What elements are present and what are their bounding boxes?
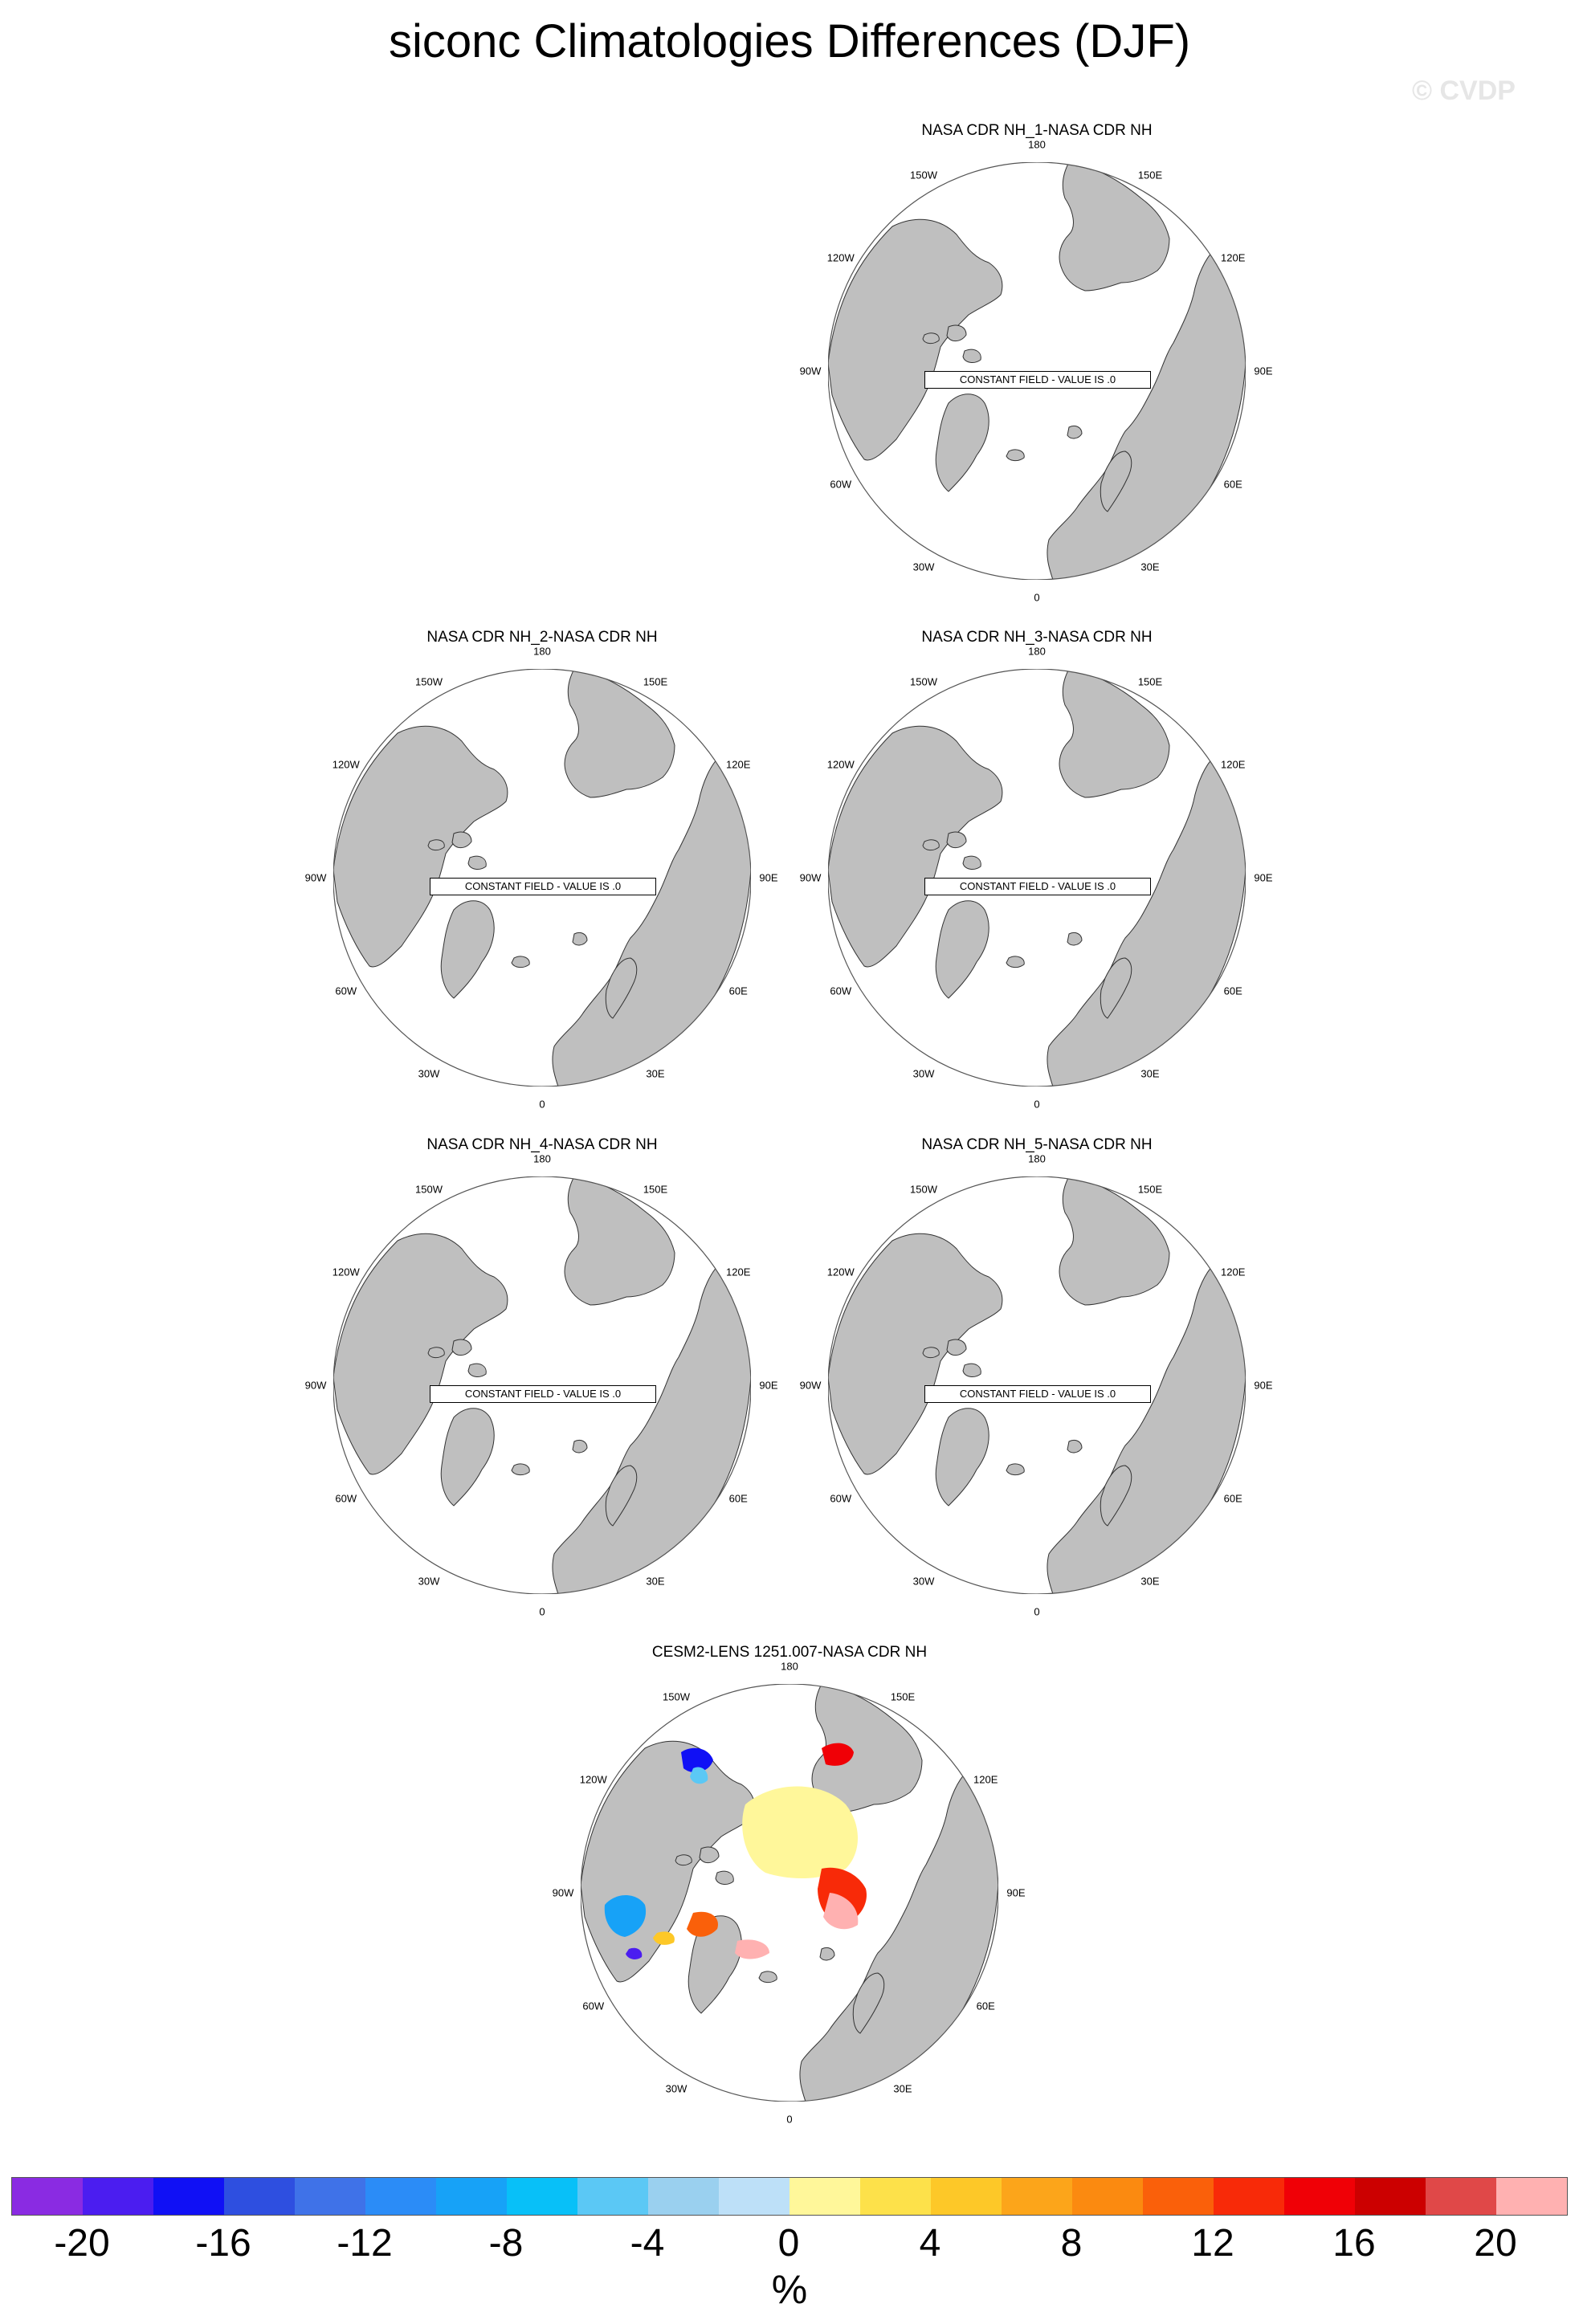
panel-title: NASA CDR NH_3-NASA CDR NH: [921, 629, 1153, 646]
colorbar-box: [1355, 2178, 1426, 2215]
lon-label: 150E: [1137, 169, 1163, 181]
land-mass: [1006, 450, 1024, 461]
lon-label: 60E: [728, 985, 748, 997]
land-mass: [1006, 1464, 1024, 1475]
lon-label: 30W: [912, 1067, 935, 1080]
colorbar-box: [719, 2178, 790, 2215]
colorbar-box: [224, 2178, 295, 2215]
panel-title: NASA CDR NH_4-NASA CDR NH: [426, 1136, 658, 1153]
panel-title: NASA CDR NH_1-NASA CDR NH: [921, 122, 1153, 139]
land-mass: [963, 349, 981, 362]
land-mass: [468, 856, 486, 869]
lon-label: 120E: [1221, 1266, 1246, 1278]
map-panel-6: [541, 1644, 1038, 2150]
panel-title: CESM2-LENS 1251.007-NASA CDR NH: [651, 1644, 928, 1661]
lon-label: 0: [1034, 1605, 1040, 1618]
colorbar-tick-label: -20: [54, 2222, 110, 2265]
colorbar-box: [436, 2178, 507, 2215]
lon-label: 60E: [1223, 1492, 1242, 1505]
lon-label: 0: [1034, 591, 1040, 604]
land-mass: [428, 1348, 444, 1358]
colorbar-box: [153, 2178, 224, 2215]
land-mass: [512, 1464, 529, 1475]
lon-label: 150E: [643, 675, 668, 688]
colorbar-box: [295, 2178, 365, 2215]
map-panel-1: [788, 122, 1286, 628]
lon-label: 120W: [826, 758, 855, 771]
lon-label: 60E: [976, 2000, 995, 2012]
lon-label: 90W: [799, 1379, 822, 1392]
polar-map: [581, 1684, 998, 2102]
lon-label: 180: [533, 645, 551, 658]
lon-label: 150W: [910, 1183, 937, 1196]
colorbar-box: [1002, 2178, 1072, 2215]
lon-label: 90W: [799, 365, 822, 377]
lon-label: 150W: [415, 675, 443, 688]
lon-label: 150E: [1137, 1183, 1163, 1196]
constant-field-label: CONSTANT FIELD - VALUE IS .0: [924, 1385, 1151, 1403]
colorbar-tick-label: -16: [195, 2222, 251, 2265]
lon-label: 90W: [304, 871, 327, 884]
lon-label: 120W: [579, 1773, 607, 1786]
lon-label: 60W: [335, 985, 357, 997]
page-title: siconc Climatologies Differences (DJF): [388, 15, 1191, 67]
lon-label: 180: [1028, 1152, 1046, 1165]
colorbar-box: [1496, 2178, 1567, 2215]
lon-label: 120E: [726, 1266, 751, 1278]
land-mass: [1067, 426, 1082, 438]
land-mass: [759, 1971, 777, 1983]
colorbar-box: [1072, 2178, 1143, 2215]
colorbar-box: [83, 2178, 153, 2215]
lon-label: 180: [1028, 645, 1046, 658]
land-mass: [923, 840, 939, 850]
land-mass: [716, 1871, 733, 1884]
lon-label: 120E: [726, 758, 751, 771]
lon-label: 90E: [1006, 1886, 1026, 1899]
colorbar-box: [1214, 2178, 1284, 2215]
lon-label: 120W: [826, 1266, 855, 1278]
land-mass: [573, 932, 587, 945]
lon-label: 120W: [332, 1266, 360, 1278]
lon-label: 120E: [1221, 251, 1246, 264]
colorbar-tick-label: 4: [919, 2222, 941, 2265]
land-mass: [1059, 1176, 1169, 1305]
lon-label: 150W: [415, 1183, 443, 1196]
lon-label: 150W: [910, 169, 937, 181]
constant-field-label: CONSTANT FIELD - VALUE IS .0: [430, 1385, 656, 1403]
map-panel-5: [788, 1136, 1286, 1642]
colorbar-box: [507, 2178, 577, 2215]
land-mass: [1059, 669, 1169, 797]
lon-label: 0: [1034, 1098, 1040, 1111]
colorbar-tick-label: -8: [488, 2222, 524, 2265]
colorbar-box: [648, 2178, 719, 2215]
lon-label: 90E: [759, 1379, 778, 1392]
land-mass: [468, 1364, 486, 1376]
lon-label: 150E: [1137, 675, 1163, 688]
land-mass: [565, 1176, 675, 1305]
lon-label: 60W: [335, 1492, 357, 1505]
lon-label: 30W: [665, 2082, 687, 2095]
lon-label: 90W: [552, 1886, 574, 1899]
lon-label: 90W: [304, 1379, 327, 1392]
lon-label: 0: [786, 2113, 793, 2126]
land-mass: [512, 956, 529, 968]
constant-field-label: CONSTANT FIELD - VALUE IS .0: [430, 878, 656, 895]
lon-label: 30E: [646, 1575, 665, 1588]
lon-label: 180: [781, 1660, 798, 1673]
lon-label: 90E: [1254, 871, 1273, 884]
lon-label: 60W: [830, 985, 852, 997]
colorbar-tick-label: 0: [777, 2222, 800, 2265]
lon-label: 60E: [728, 1492, 748, 1505]
lon-label: 90E: [1254, 365, 1273, 377]
colorbar-box: [1143, 2178, 1214, 2215]
land-mass: [923, 333, 939, 344]
lon-label: 180: [1028, 138, 1046, 151]
colorbar-tick-label: -12: [337, 2222, 393, 2265]
lon-label: 0: [539, 1605, 545, 1618]
land-mass: [428, 840, 444, 850]
lon-label: 60E: [1223, 985, 1242, 997]
land-mass: [675, 1855, 692, 1865]
lon-label: 30W: [418, 1067, 440, 1080]
colorbar: [11, 2177, 1568, 2216]
land-mass: [1006, 956, 1024, 968]
lon-label: 90E: [759, 871, 778, 884]
lon-label: 120W: [826, 251, 855, 264]
lon-label: 120E: [973, 1773, 998, 1786]
land-mass: [1059, 162, 1169, 291]
constant-field-label: CONSTANT FIELD - VALUE IS .0: [924, 878, 1151, 895]
lon-label: 60W: [830, 478, 852, 491]
land-mass: [963, 1364, 981, 1376]
lon-label: 90W: [799, 871, 822, 884]
colorbar-box: [790, 2178, 860, 2215]
land-mass: [820, 1947, 834, 1960]
land-mass: [963, 856, 981, 869]
lon-label: 90E: [1254, 1379, 1273, 1392]
panel-title: NASA CDR NH_5-NASA CDR NH: [921, 1136, 1153, 1153]
map-panel-2: [293, 629, 791, 1135]
lon-label: 30E: [1140, 1067, 1160, 1080]
colorbar-box: [12, 2178, 83, 2215]
field-arctic-positive: [742, 1787, 858, 1878]
colorbar-tick-label: -4: [630, 2222, 665, 2265]
map-panel-3: [788, 629, 1286, 1135]
lon-label: 60W: [582, 2000, 605, 2012]
colorbar-box: [1284, 2178, 1355, 2215]
land-mass: [565, 669, 675, 797]
lon-label: 30W: [418, 1575, 440, 1588]
colorbar-unit: %: [771, 2267, 808, 2312]
lon-label: 150E: [890, 1690, 916, 1703]
lon-label: 60E: [1223, 478, 1242, 491]
lon-label: 30E: [1140, 561, 1160, 573]
land-mass: [923, 1348, 939, 1358]
lon-label: 150E: [643, 1183, 668, 1196]
lon-label: 120E: [1221, 758, 1246, 771]
constant-field-label: CONSTANT FIELD - VALUE IS .0: [924, 371, 1151, 389]
lon-label: 30E: [893, 2082, 912, 2095]
lon-label: 120W: [332, 758, 360, 771]
colorbar-tick-label: 8: [1060, 2222, 1083, 2265]
land-mass: [1067, 1440, 1082, 1453]
land-mass: [573, 1440, 587, 1453]
colorbar-box: [365, 2178, 436, 2215]
colorbar-tick-label: 16: [1332, 2222, 1376, 2265]
lon-label: 180: [533, 1152, 551, 1165]
lon-label: 30W: [912, 1575, 935, 1588]
colorbar-box: [577, 2178, 648, 2215]
lon-label: 30E: [646, 1067, 665, 1080]
watermark: © CVDP: [1412, 75, 1516, 106]
colorbar-box: [931, 2178, 1002, 2215]
panel-title: NASA CDR NH_2-NASA CDR NH: [426, 629, 658, 646]
lon-label: 30E: [1140, 1575, 1160, 1588]
lon-label: 150W: [663, 1690, 690, 1703]
lon-label: 150W: [910, 675, 937, 688]
colorbar-box: [1426, 2178, 1496, 2215]
colorbar-box: [860, 2178, 931, 2215]
lon-label: 30W: [912, 561, 935, 573]
land-mass: [1067, 932, 1082, 945]
lon-label: 0: [539, 1098, 545, 1111]
lon-label: 60W: [830, 1492, 852, 1505]
map-panel-4: [293, 1136, 791, 1642]
colorbar-tick-label: 20: [1474, 2222, 1517, 2265]
colorbar-tick-label: 12: [1191, 2222, 1234, 2265]
